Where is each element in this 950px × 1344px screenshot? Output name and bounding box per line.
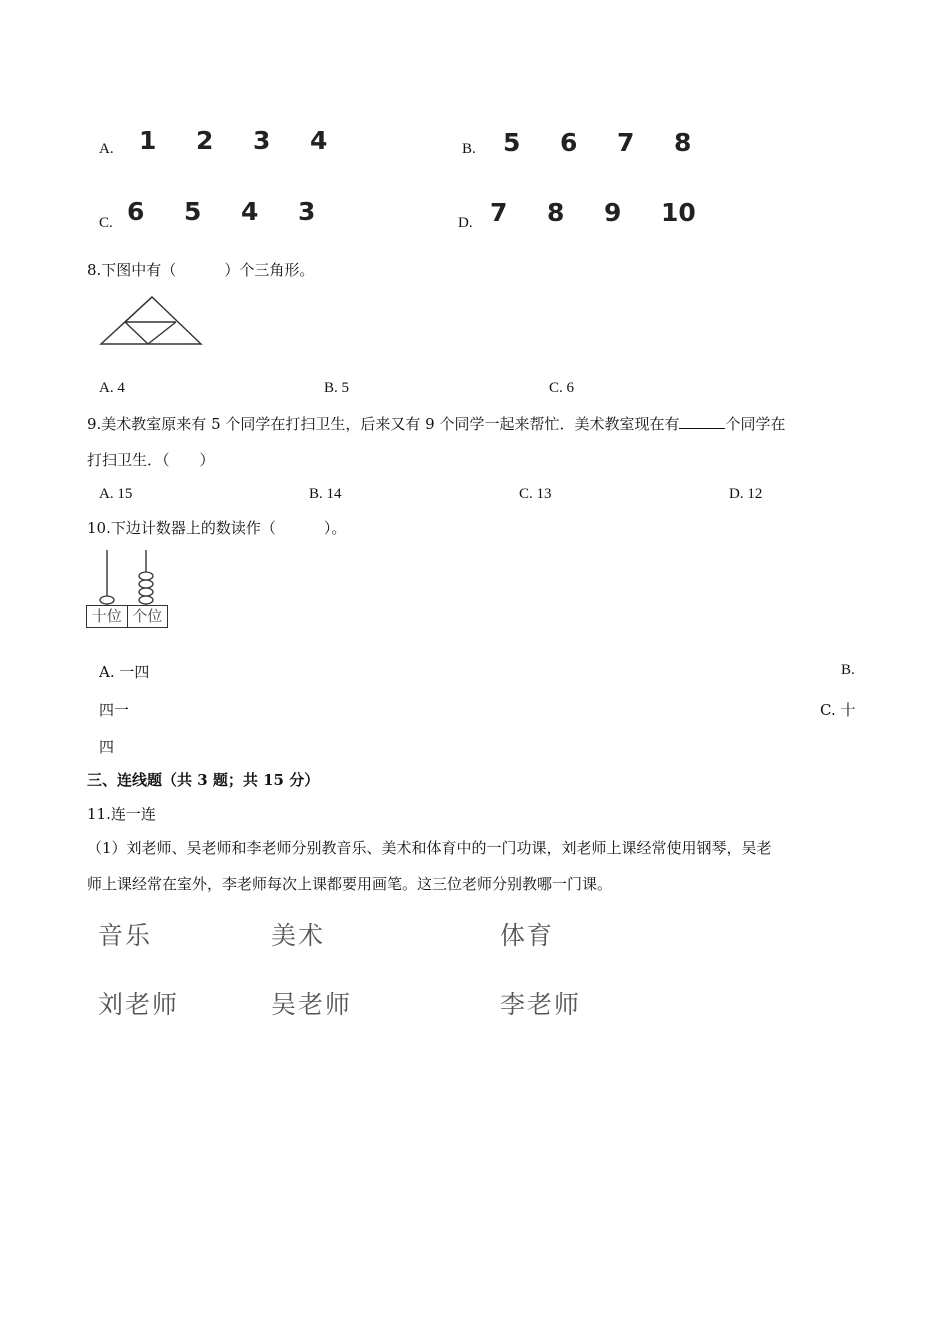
digit: 1 xyxy=(139,126,157,155)
abacus-bead xyxy=(139,580,153,588)
digit: 8 xyxy=(547,198,565,227)
abacus-bead xyxy=(139,596,153,604)
q8-option-b: B. 5 xyxy=(324,380,350,396)
q9-option-b: B. 14 xyxy=(309,486,342,502)
q9-stem-line1 xyxy=(87,414,786,434)
digit: 4 xyxy=(241,197,259,226)
q10-stem xyxy=(87,518,346,538)
q9-option-a: A. 15 xyxy=(99,486,133,502)
q8-option-c: C. 6 xyxy=(549,380,575,396)
q10-text-start: 10.下边计数器上的数读作（ xyxy=(87,519,276,537)
q9-text-start: 9.美术教室原来有 5 个同学在打扫卫生，后来又有 9 个同学一起来帮忙．美术教室现在有 xyxy=(87,415,680,433)
digit: 7 xyxy=(490,198,508,227)
ones-beads xyxy=(139,572,153,604)
abacus-bead xyxy=(100,596,114,604)
q8-text-end: ）个三角形。 xyxy=(224,261,315,279)
digit: 8 xyxy=(674,128,692,157)
subject-pe: 体育 xyxy=(500,921,555,950)
q11-title: 11.连一连 xyxy=(87,805,156,823)
digit: 7 xyxy=(617,128,635,157)
digit: 5 xyxy=(184,197,202,226)
ones-label: 个位 xyxy=(132,607,163,625)
abacus xyxy=(86,548,168,630)
option-letter: A. xyxy=(99,141,114,157)
q8-text-start: 8.下图中有（ xyxy=(87,261,177,279)
abacus-bead xyxy=(139,588,153,596)
teacher-li: 李老师 xyxy=(500,990,582,1019)
digit-row xyxy=(139,126,367,155)
q8-stem xyxy=(87,260,314,280)
digit: 3 xyxy=(298,197,316,226)
q8-option-a: A. 4 xyxy=(99,380,125,396)
digit: 10 xyxy=(661,198,696,227)
q10-option-b-letter: B. xyxy=(841,662,855,678)
q9-stem-line2: 打扫卫生．（ ） xyxy=(87,451,215,469)
q10-option-c-cont: 四 xyxy=(99,738,115,756)
tens-label: 十位 xyxy=(87,606,128,627)
digit: 4 xyxy=(310,126,328,155)
q10-option-c: C. 十 xyxy=(820,701,856,719)
triangle-figure xyxy=(98,294,204,348)
abacus-rods xyxy=(86,548,168,606)
q9-option-c: C. 13 xyxy=(519,486,552,502)
subject-art: 美术 xyxy=(271,921,326,950)
q11-para-line2: 师上课经常在室外，李老师每次上课都要用画笔。这三位老师分别教哪一门课。 xyxy=(87,875,613,893)
option-letter: C. xyxy=(99,215,113,231)
section-heading: 三、连线题（共 3 题；共 15 分） xyxy=(87,771,320,789)
digit: 6 xyxy=(127,197,145,226)
option-letter: B. xyxy=(462,141,476,157)
option-letter: D. xyxy=(458,215,473,231)
digit: 3 xyxy=(253,126,271,155)
q11-para-line1: （1）刘老师、吴老师和李老师分别教音乐、美术和体育中的一门功课，刘老师上课经常使用钢琴，吴老 xyxy=(87,839,772,857)
digit-row xyxy=(127,197,355,226)
teacher-wu: 吴老师 xyxy=(271,990,353,1019)
digit: 9 xyxy=(604,198,622,227)
abacus-bead xyxy=(139,572,153,580)
q10-option-b-text: 四一 xyxy=(99,701,130,719)
q9-text-end: 个同学在 xyxy=(725,415,786,433)
q10-option-a: A. 一四 xyxy=(99,663,150,681)
digit: 6 xyxy=(560,128,578,157)
digit: 2 xyxy=(196,126,214,155)
digit: 5 xyxy=(503,128,521,157)
teacher-liu: 刘老师 xyxy=(98,990,180,1019)
digit-row xyxy=(490,198,718,227)
q9-option-d: D. 12 xyxy=(729,486,763,502)
subject-music: 音乐 xyxy=(98,921,153,950)
q10-text-end: ）。 xyxy=(323,519,347,537)
abacus-base xyxy=(86,605,168,628)
digit-row xyxy=(503,128,731,157)
answer-blank xyxy=(679,414,725,429)
tens-beads xyxy=(100,596,114,604)
